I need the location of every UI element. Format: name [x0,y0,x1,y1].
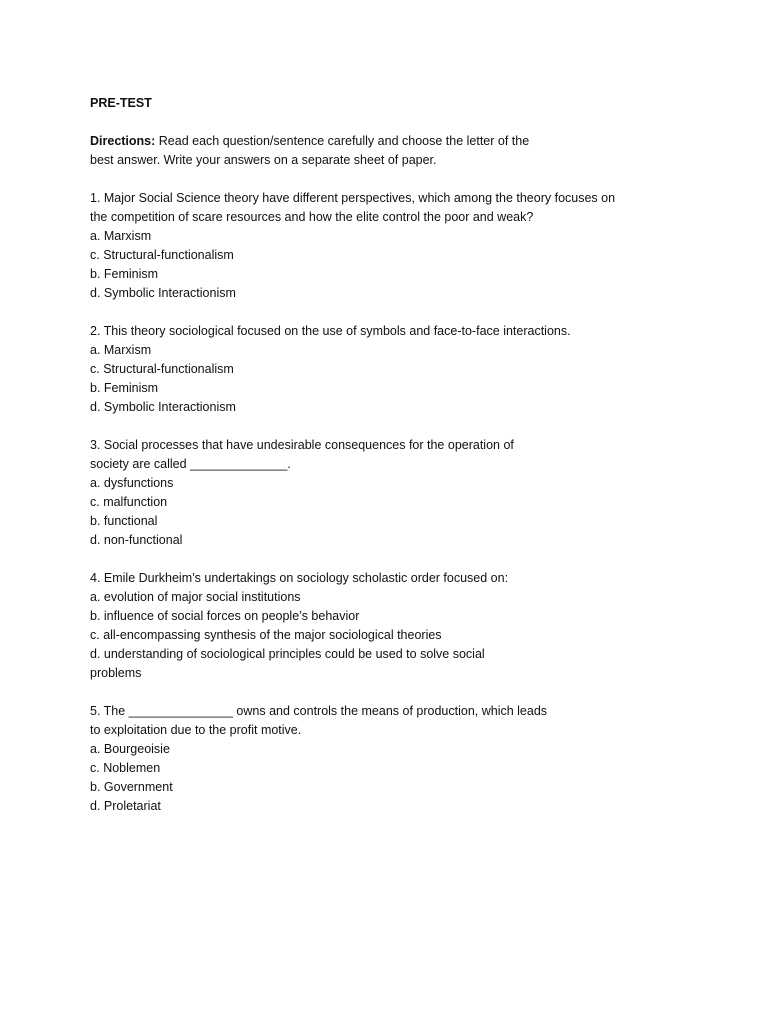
question-5-option-d: d. Proletariat [90,799,161,813]
question-2-option-a: a. Marxism [90,343,152,357]
question-4-option-b: b. influence of social forces on people’s behavior [90,609,360,623]
question-1-option-b: b. Feminism [90,267,159,281]
question-1-line-1: 1. Major Social Science theory have different perspectives, which among the theory focuses on [90,191,616,205]
question-5-line-1: 5. The _______________ owns and controls the means of production, which leads [90,704,548,718]
question-2-option-b: b. Feminism [90,381,159,395]
question-4-option-d-continued: problems [90,666,142,680]
question-1-option-a: a. Marxism [90,229,152,243]
question-3-line-1: 3. Social processes that have undesirable consequences for the operation of [90,438,514,452]
question-3-option-b: b. functional [90,514,158,528]
question-1 [90,189,730,303]
question-1-line-2: the competition of scare resources and how the elite control the poor and weak? [90,210,534,224]
question-4 [90,569,730,683]
question-5-line-2: to exploitation due to the profit motive. [90,723,302,737]
question-4-option-a: a. evolution of major social institutions [90,590,301,604]
question-5-option-a: a. Bourgeoisie [90,742,170,756]
question-4-option-c: c. all-encompassing synthesis of the major sociological theories [90,628,442,642]
question-3-option-c: c. malfunction [90,495,168,509]
directions-text-1: Read each question/sentence carefully and choose the letter of the [155,134,530,148]
question-2-option-d: d. Symbolic Interactionism [90,400,236,414]
question-1-option-c: c. Structural-functionalism [90,248,234,262]
question-2-option-c: c. Structural-functionalism [90,362,234,376]
directions-line-2: best answer. Write your answers on a separate sheet of paper. [90,153,437,167]
question-5-option-b: b. Government [90,780,173,794]
question-4-option-d: d. understanding of sociological principles could be used to solve social [90,647,485,661]
directions [90,132,730,170]
directions-line-1 [90,132,730,151]
pretest-document [90,94,730,835]
question-1-option-d: d. Symbolic Interactionism [90,286,236,300]
question-2-line-1: 2. This theory sociological focused on the use of symbols and face-to-face interactions. [90,324,571,338]
question-2 [90,322,730,417]
question-3 [90,436,730,550]
question-5 [90,702,730,816]
directions-label: Directions: [90,134,156,148]
question-3-option-a: a. dysfunctions [90,476,174,490]
question-3-line-2: society are called ______________. [90,457,291,471]
question-4-line-1: 4. Emile Durkheim’s undertakings on sociology scholastic order focused on: [90,571,509,585]
question-3-option-d: d. non-functional [90,533,183,547]
question-5-option-c: c. Noblemen [90,761,161,775]
page-title: PRE-TEST [90,96,152,110]
